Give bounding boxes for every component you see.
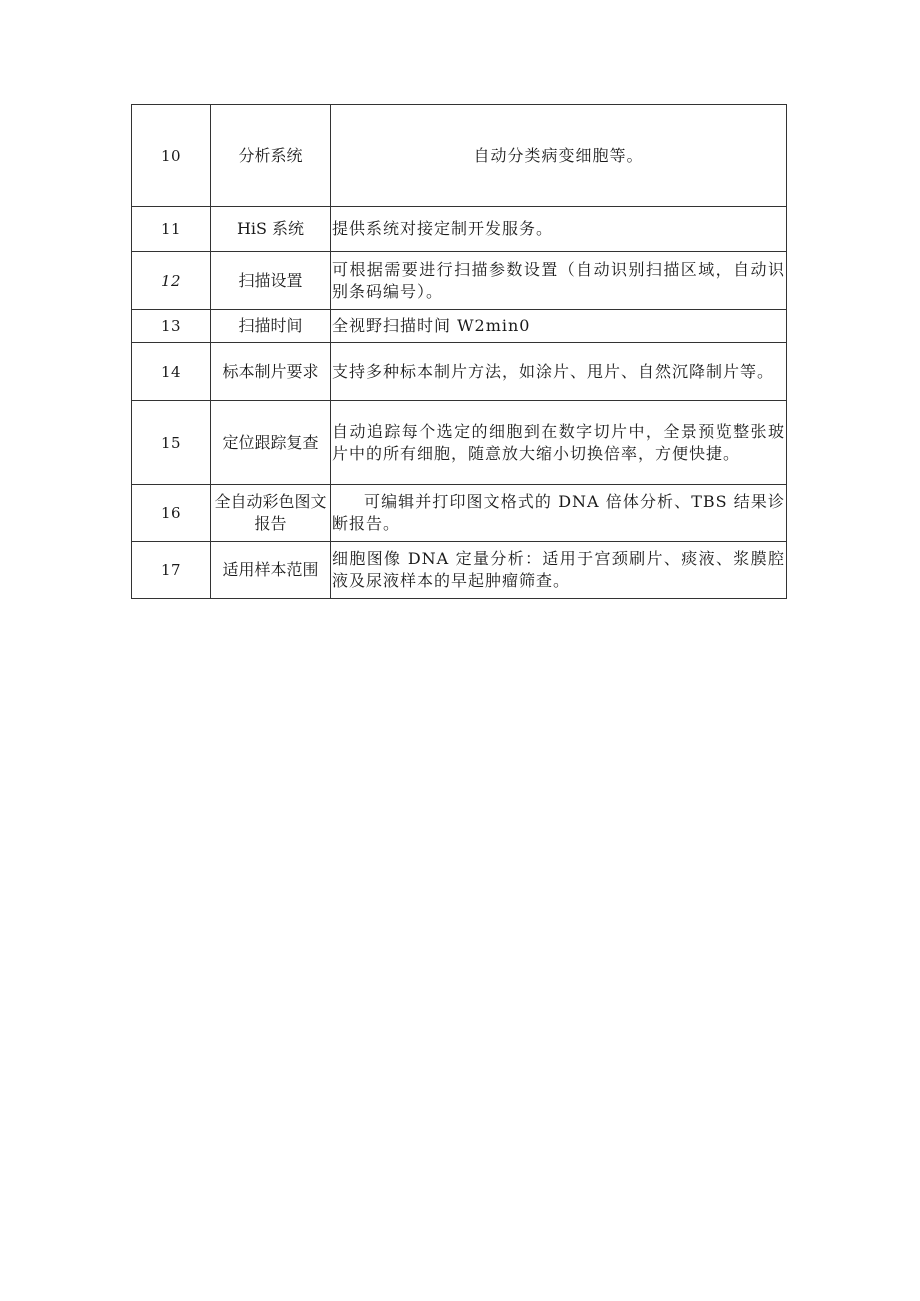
item-name: 分析系统 [211,105,331,207]
item-name: 扫描设置 [211,252,331,310]
spec-table [131,104,787,599]
item-description: 自动分类病变细胞等。 [331,105,787,207]
row-number: 10 [132,105,211,207]
row-number: 15 [132,401,211,485]
row-number: 14 [132,343,211,401]
table-row [132,485,787,542]
table-row [132,105,787,207]
item-name: 适用样本范围 [211,542,331,599]
table-row [132,310,787,343]
item-description: 可编辑并打印图文格式的 DNA 倍体分析、TBS 结果诊断报告。 [331,485,787,542]
item-description: 支持多种标本制片方法，如涂片、甩片、自然沉降制片等。 [331,343,787,401]
item-name: 定位跟踪复查 [211,401,331,485]
table-row [132,343,787,401]
item-name: 全自动彩色图文报告 [211,485,331,542]
item-description: 全视野扫描时间 W2min0 [331,310,787,343]
item-name: 扫描时间 [211,310,331,343]
item-description: 提供系统对接定制开发服务。 [331,207,787,252]
row-number: 12 [132,252,211,310]
table-row [132,207,787,252]
table-row [132,542,787,599]
row-number: 13 [132,310,211,343]
item-description: 细胞图像 DNA 定量分析：适用于宫颈刷片、痰液、浆膜腔液及尿液样本的早起肿瘤筛查。 [331,542,787,599]
table-row [132,252,787,310]
item-name: HiS 系统 [211,207,331,252]
row-number: 17 [132,542,211,599]
item-description: 自动追踪每个选定的细胞到在数字切片中，全景预览整张玻片中的所有细胞，随意放大缩小切换倍率，方便快捷。 [331,401,787,485]
row-number: 11 [132,207,211,252]
table-row [132,401,787,485]
item-description: 可根据需要进行扫描参数设置（自动识别扫描区域，自动识别条码编号）。 [331,252,787,310]
item-name: 标本制片要求 [211,343,331,401]
row-number: 16 [132,485,211,542]
